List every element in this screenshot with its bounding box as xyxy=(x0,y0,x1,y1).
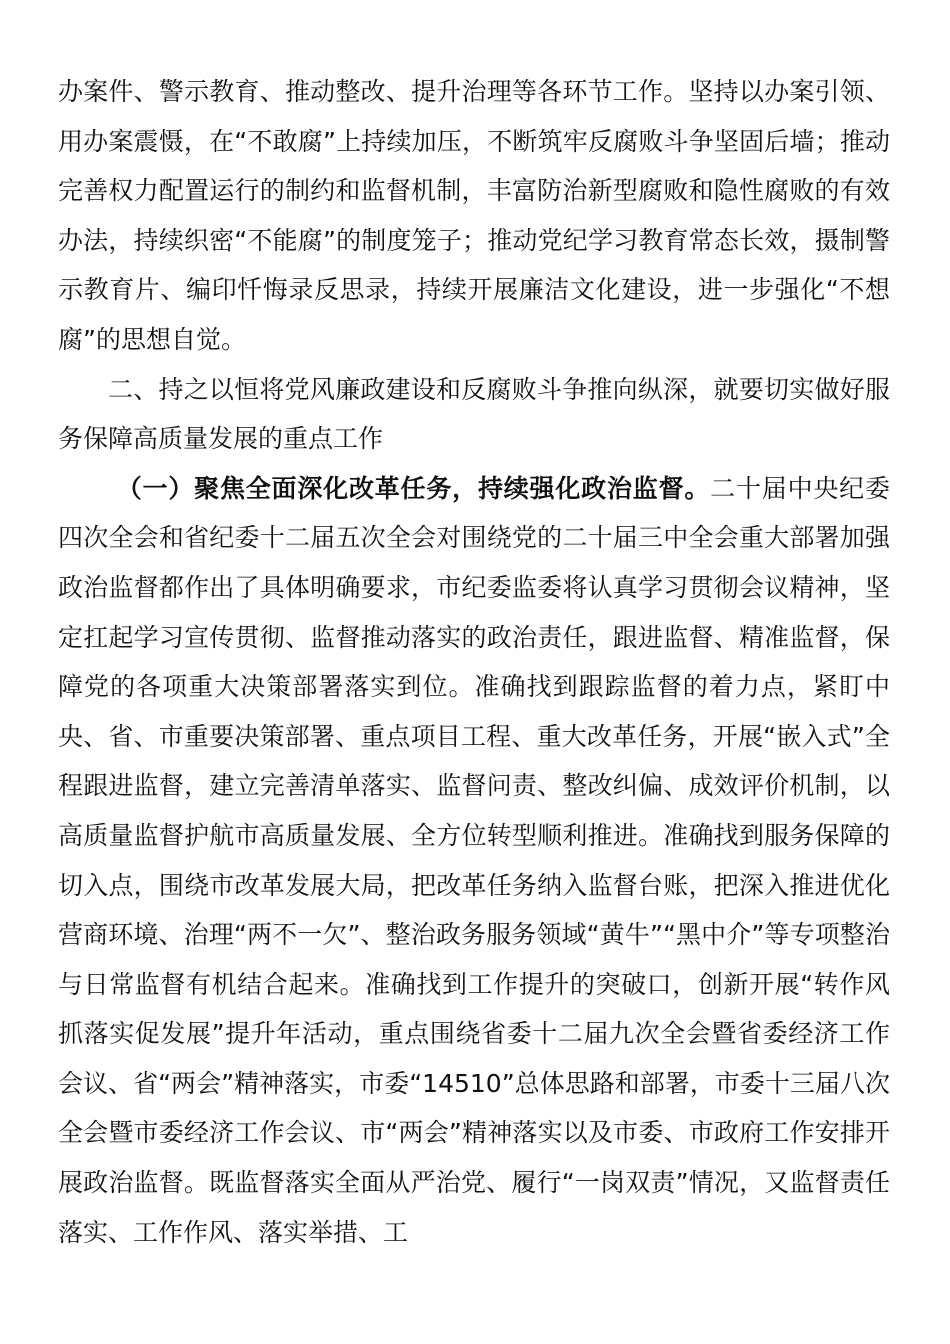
section-heading: 二、持之以恒将党风廉政建设和反腐败斗争推向纵深，就要切实做好服务保障高质量发展的重点工作 xyxy=(58,374,890,454)
subsection-lead: （一）聚焦全面深化改革任务，持续强化政治监督。 xyxy=(116,473,711,503)
document-body xyxy=(58,67,890,1257)
continued-paragraph: 办案件、警示教育、推动整改、提升治理等各环节工作。坚持以办案引领、用办案震慑，在“不敢腐”上持续加压，不断筑牢反腐败斗争坚固后墙；推动完善权力配置运行的制约和监督机制，丰富防治新型腐败和隐性腐败的有效办法，持续织密“不能腐”的制度笼子；推动党纪学习教育常态长效，摄制警示教育片、编印忏悔录反思录，持续开展廉洁文化建设，进一步强化“不想腐”的思想自觉。 xyxy=(58,77,890,354)
subsection-body: 二十届中央纪委四次全会和省纪委十二届五次全会对围绕党的二十届三中全会重大部署加强政治监督都作出了具体明确要求，市纪委监委将认真学习贯彻会议精神，坚定扛起学习宣传贯彻、监督推动落实的政治责任，跟进监督、精准监督，保障党的各项重大决策部署落实到位。准确找到跟踪监督的着力点，紧盯中央、省、市重要决策部署、重点项目工程、重大改革任务，开展“嵌入式”全程跟进监督，建立完善清单落实、监督问责、整改纠偏、成效评价机制，以高质量监督护航市高质量发展、全方位转型顺利推进。准确找到服务保障的切入点，围绕市改革发展大局，把改革任务纳入监督台账，把深入推进优化营商环境、治理“两不一欠”、整治政务服务领域“黄牛”“黑中介”等专项整治与日常监督有机结合起来。准确找到工作提升的突破口，创新开展“转作风抓落实促发展”提升年活动，重点围绕省委十二届九次全会暨省委经济工作会议、省“两会”精神落实，市委“14510”总体思路和部署，市委十三届八次全会暨市委经济工作会议、市“两会”精神落实以及市委、市政府工作安排开展政治监督。既监督落实全面从严治党、履行“一岗双责”情况，又监督责任落实、工作作风、落实举措、工 xyxy=(58,473,890,1247)
subsection-paragraph xyxy=(58,464,890,1258)
